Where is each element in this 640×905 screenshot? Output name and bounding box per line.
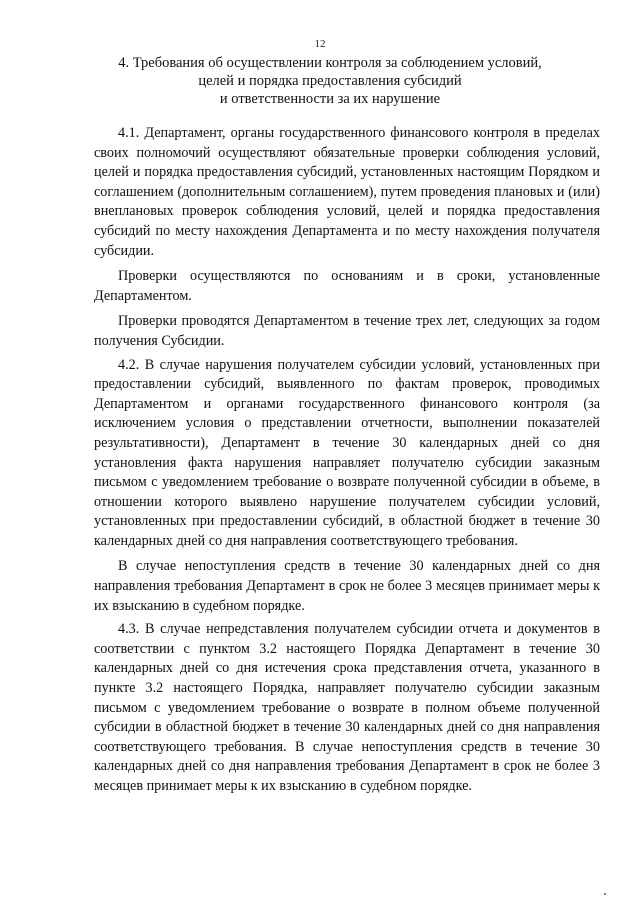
heading-line-2: целей и порядка предоставления субсидий <box>198 73 462 89</box>
paragraph-4-2: 4.2. В случае нарушения получателем субсидии условий, установленных при предоставлении субсидий, выявленного по фактам проверок, проводимых Департаментом и органами государственного финансового контроля (за исключением условия о представлении отчетности, выполнении показателей результативности), Департамент в течение 30 календарных дней со дня установления факта нарушения направляет получателю субсидии заказным письмом с уведомлением требование о возврате полученной субсидии в объеме, в отношении которого выявлено нарушение получателем субсидии условий, установленных при предоставлении субсидий, в областной бюджет в течение 30 календарных дней со дня направления соответствующего требования. <box>94 356 600 549</box>
document-body <box>94 124 600 797</box>
heading-line-1: 4. Требования об осуществлении контроля за соблюдением условий, <box>118 55 542 71</box>
page-number: 12 <box>314 38 326 50</box>
paragraph-non-receipt: В случае непоступления средств в течение 30 календарных дней со дня направления требования Департамент в срок не более 3 месяцев принимает меры к их взысканию в судебном порядке. <box>94 558 600 614</box>
paragraph-inspection-grounds: Проверки осуществляются по основаниям и в сроки, установленные Департаментом. <box>94 268 600 304</box>
scan-artifact-dot <box>604 893 606 895</box>
paragraph-4-3: 4.3. В случае непредставления получателем субсидии отчета и документов в соответствии с пунктом 3.2 настоящего Порядка Департамент в течение 30 календарных дней со дня истечения срока представления отчета, указанного в пункте 3.2 настоящего Порядка, направляет получателю субсидии заказным письмом с уведомлением требование о возврате в полном объеме полученной субсидии в областной бюджет в течение 30 календарных дней со дня направления соответствующего требования. В случае непоступления средств в течение 30 календарных дней со дня направления требования Департамент в срок не более 3 месяцев принимает меры к их взысканию в судебном порядке. <box>94 621 600 794</box>
paragraph-inspection-period: Проверки проводятся Департаментом в течение трех лет, следующих за годом получения Субсидии. <box>94 313 600 349</box>
paragraph-4-1: 4.1. Департамент, органы государственного финансового контроля в пределах своих полномочий осуществляют обязательные проверки соблюдения условий, целей и порядка предоставления субсидий, установленных настоящим Порядком и соглашением (дополнительным соглашением), путем проведения плановых и (или) внеплановых проверок соблюдения условий, целей и порядка предоставления субсидий по месту нахождения Департамента и по месту нахождения получателя субсидии. <box>94 125 600 259</box>
section-heading <box>60 54 600 108</box>
heading-line-3: и ответственности за их нарушение <box>219 91 441 107</box>
